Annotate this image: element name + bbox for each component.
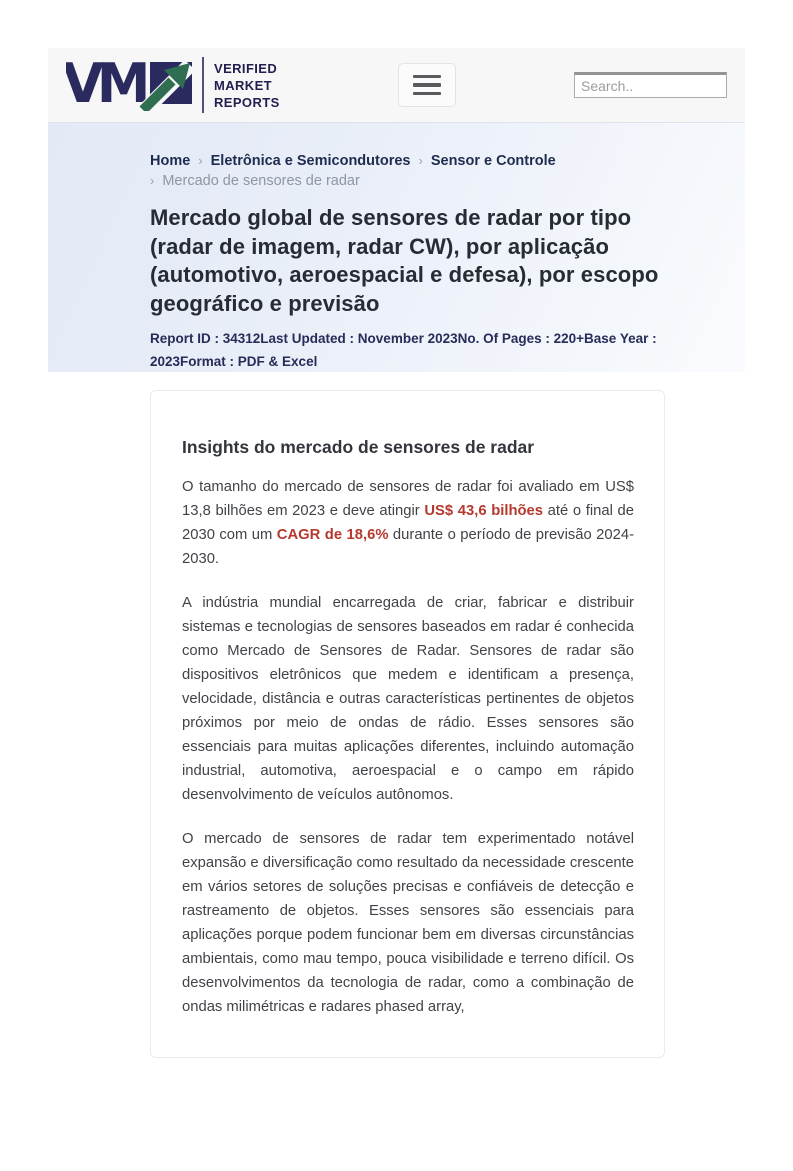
breadcrumb <box>150 151 715 191</box>
article-body <box>182 475 634 1019</box>
page-container <box>48 48 745 1058</box>
last-updated: Last Updated : November 2023 <box>260 331 458 346</box>
report-format: Format : PDF & Excel <box>180 354 318 369</box>
main-content <box>48 390 745 1058</box>
brand-divider <box>202 57 204 113</box>
svg-text:VM: VM <box>66 54 144 111</box>
brand-logo[interactable] <box>66 55 280 116</box>
breadcrumb-subcategory[interactable]: Sensor e Controle <box>430 153 556 169</box>
hamburger-menu-button[interactable] <box>398 63 456 107</box>
article-paragraph: A indústria mundial encarregada de criar, fabricar e distribuir sistemas e tecnologias de sensores baseados em radar é conhecida como Mercado de Sensores de Radar. Sensores de radar são dispositivos eletrônicos que medem e identificam a presença, velocidade, distância e outras características pertinentes de objetos próximos por meio de ondas de rádio. Esses sensores são essenciais para muitas aplicações diferentes, incluindo automação industrial, automotiva, aeroespacial e o campo em rápido desenvolvimento de veículos autônomos. <box>182 595 634 803</box>
breadcrumb-category[interactable]: Eletrônica e Semicondutores <box>210 153 411 169</box>
breadcrumb-home[interactable]: Home <box>150 153 191 169</box>
vmr-logo-icon <box>66 55 192 116</box>
article-paragraph: O mercado de sensores de radar tem experimentado notável expansão e diversificação como resultado da necessidade crescente em vários setores de soluções precisas e confiáveis de detecção e rastreamento de objetos. Esses sensores são essenciais para aplicações porque podem funcionar bem em diversas circunstâncias ambientais, como mau tempo, pouca visibilidade e terreno difícil. Os desenvolvimentos da tecnologia de radar, como a combinação de ondas milimétricas e radares phased array, <box>182 831 634 1015</box>
page-title: Mercado global de sensores de radar por tipo (radar de imagem, radar CW), por aplicação (automotivo, aeroespacial e defesa), por escopo geográfico e previsão <box>150 205 659 316</box>
breadcrumb-current-page: Mercado de sensores de radar <box>162 173 360 189</box>
chevron-right-icon: › <box>150 173 155 188</box>
hamburger-icon <box>413 75 441 79</box>
chevron-right-icon: › <box>198 153 203 168</box>
report-meta <box>150 327 670 373</box>
report-id: Report ID : 34312 <box>150 331 261 346</box>
base-year: Base Year : 2023 <box>150 331 661 369</box>
article-paragraph: O tamanho do mercado de sensores de radar foi avaliado em US$ 13,8 bilhões em 2023 e deve atingir US$ 43,6 bilhões até o final de 2030 com um CAGR de 18,6% durante o período de previsão 2024-2030. <box>182 479 635 567</box>
chevron-right-icon: › <box>418 153 423 168</box>
site-header <box>48 48 745 123</box>
brand-name: VERIFIED MARKET REPORTS <box>214 60 280 110</box>
hero-section <box>48 123 745 372</box>
report-insights-card <box>150 390 665 1058</box>
search-input[interactable] <box>574 72 727 98</box>
article-heading: Insights do mercado de sensores de radar <box>182 437 535 457</box>
page-count: No. Of Pages : 220+ <box>457 331 585 346</box>
